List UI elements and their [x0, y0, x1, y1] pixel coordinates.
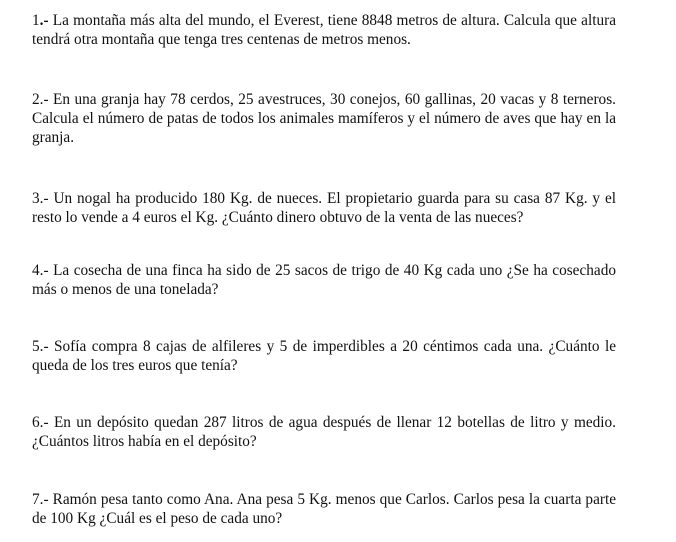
problem-1 [32, 11, 616, 49]
problem-1-number: 1 [32, 12, 40, 29]
problem-6-text: En un depósito quedan 287 litros de agua después de llenar 12 botellas de litro y medio. ¿Cuántos litros había en el depósito? [32, 414, 616, 450]
problem-4-text: La cosecha de una finca ha sido de 25 sacos de trigo de 40 Kg cada uno ¿Se ha cosechado más o menos de una tonelada? [32, 262, 616, 298]
problem-4-separator: .- [39, 262, 49, 279]
problem-3-text: Un nogal ha producido 180 Kg. de nueces. El propietario guarda para su casa 87 Kg. y el resto lo vende a 4 euros el Kg. ¿Cuánto dinero obtuvo de la venta de las nueces? [32, 190, 616, 226]
problem-3 [32, 189, 616, 227]
problem-2-separator: .- [39, 91, 49, 108]
problem-7-number: 7 [32, 491, 40, 508]
problem-3-number: 3 [32, 190, 40, 207]
problem-2-text: En una granja hay 78 cerdos, 25 avestruces, 30 conejos, 60 gallinas, 20 vacas y 8 terneros. Calcula el número de patas de todos los animales mamíferos y el número de aves que hay en la granja. [32, 91, 616, 146]
problem-6-separator: .- [39, 414, 49, 431]
problem-3-separator: .- [39, 190, 49, 207]
problem-4-number: 4 [32, 262, 40, 279]
problem-1-separator: .- [39, 12, 49, 29]
problem-1-text: La montaña más alta del mundo, el Everest, tiene 8848 metros de altura. Calcula que altura tendrá otra montaña que tenga tres centenas de metros menos. [32, 12, 616, 48]
problem-4 [32, 261, 616, 299]
problem-7-text: Ramón pesa tanto como Ana. Ana pesa 5 Kg. menos que Carlos. Carlos pesa la cuarta parte de 100 Kg ¿Cuál es el peso de cada uno? [32, 491, 616, 527]
problem-6-number: 6 [32, 414, 40, 431]
problem-2-number: 2 [32, 91, 40, 108]
problem-7 [32, 490, 616, 528]
problem-6 [32, 413, 616, 451]
problem-5-text: Sofía compra 8 cajas de alfileres y 5 de imperdibles a 20 céntimos cada una. ¿Cuánto le queda de los tres euros que tenía? [32, 338, 616, 374]
problem-5-number: 5 [32, 338, 40, 355]
problem-7-separator: .- [39, 491, 49, 508]
problem-5-separator: .- [39, 338, 49, 355]
problem-2 [32, 90, 616, 147]
problem-5 [32, 337, 616, 375]
